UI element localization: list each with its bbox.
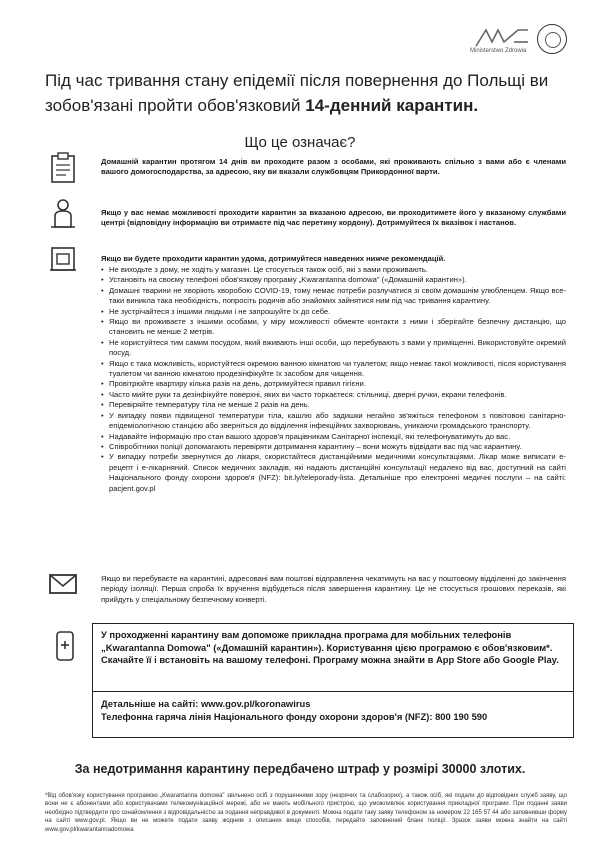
paragraph-mail-delivery: Якщо ви перебуваєте на карантині, адресовані вам поштові відправлення чекатимуть на вас у поштовому відділенні до закінчення періоду ізоляції. Перша спроба їх вручення відбудеться після завершення карантину. Це не стосується грошових переказів, які прийдуть у спеціальному безпечному конверті. — [101, 574, 566, 604]
paragraph-home-quarantine: Домашній карантин протягом 14 днів ви проходите разом з особами, які проживають спільно з вами або є членами вашого домогосподарства, за адресою, яку ви вказали службовцям Прикордонної варти. — [101, 157, 566, 177]
list-item: • Не зустрічайтеся з іншими людьми і не запрошуйте їх до себе. — [101, 307, 566, 317]
list-item: • Установіть на своєму телефоні обов'язкову програму „Kwarantanna domowa" («Домашній карантин»). — [101, 275, 566, 285]
person-icon — [48, 198, 78, 230]
list-item: • Надавайте інформацію про стан вашого здоров'я працівникам Санітарної інспекції, які телефонуватимуть до вас. — [101, 432, 566, 442]
page-title: Під час тривання стану епідемії після повернення до Польщі ви зобов'язані пройти обов'язковий 14-денний карантин. — [45, 71, 549, 115]
paragraph-alternative-location: Якщо у вас немає можливості проходити карантин за вказаною адресою, ви проходитимете його у вказаному службами центрі (відповідну інформацію ви отримаєте під час перетину кордону). Дотримуйтеся їх вказівок і настанов. — [101, 208, 566, 228]
page-subtitle: Що це означає? — [244, 134, 356, 151]
website-info: Детальніше на сайті: www.gov.pl/koronawirus — [101, 698, 311, 709]
list-item: • У випадку появи підвищеної температури тіла, кашлю або задишки негайно зв'яжіться телефоном з повітовою санітарно-епідеміологічною станцією або зверніться до відділення інфекційних захворювань, уникаючи громадського транспорту. — [101, 411, 566, 432]
contact-info-box — [92, 691, 574, 738]
paragraph-recommendations-intro: Якщо ви будете проходити карантин удома, дотримуйтеся наведених нижче рекомендацій. — [101, 254, 446, 263]
footnote: *Від обов'язку користування програмою „Kwarantanna domowa" звільнено осіб з порушеннями зору (незрячих та слабозорих), а також осіб, які подали до відповідних служб заяву, що вони не є абонентами або користувачами телекомунікаційної мережі, або не мають мобільного пристрою, що уможливлює користування прикладної програми. При поданні заяви необхідно підтвердити про ознайомлення з відповідальністю за подання неправдивої в документі. Можна подати таку заяву телефоном за номером 22 165 57 44 або заповнивши форму на сайті www.gov.pl. Якщо ви не можете подати заяву жодним з описаних вище способів, передайте заповнений бланк поліції. Зразок заяви можна знайти на сайті www.gov.pl/kwarantannadomowa — [45, 793, 567, 833]
phone-icon — [50, 630, 80, 662]
list-item: • Не користуйтеся тим самим посудом, який вживають інші особи, що перебувають з вами у приміщенні. Використовуйте окремий посуд. — [101, 338, 566, 359]
app-info-box — [92, 623, 574, 692]
list-item: • Якщо є така можливість, користуйтеся окремою ванною кімнатою чи туалетом; якщо немає такої можливості, після користування туалетом чи ванною кімнатою продезінфікуйте їх засобом для чищення. — [101, 359, 566, 380]
clipboard-icon — [48, 152, 78, 184]
house-icon — [48, 242, 78, 274]
list-item: • Перевіряйте температуру тіла не менше 2 разів на день. — [101, 400, 566, 410]
fine-notice: За недотримання карантину передбачено штраф у розмірі 30000 злотих. — [74, 762, 526, 776]
list-item: • Не виходьте з дому, не ходіть у магазин. Це стосується також осіб, які з вами проживають. — [101, 265, 566, 275]
list-item: • Часто мийте руки та дезінфікуйте поверхні, яких ви часто торкаєтеся: стільниці, дверні ручки, екрани телефонів. — [101, 390, 566, 400]
hotline-info: Телефонна гаряча лінія Національного фонду охорони здоров'я (NFZ): 800 190 590 — [101, 710, 488, 722]
emblem-seal-icon — [537, 24, 567, 54]
envelope-icon — [48, 568, 78, 600]
list-item: • Провітрюйте квартиру кілька разів на день, дотримуйтеся правил гігієни. — [101, 379, 566, 389]
ministry-logo-text: Ministerstwo Zdrowia — [470, 48, 527, 54]
list-item: • Домашні тварини не хворіють хворобою COVID-19, тому немає потреби розлучатися зі своїм домашнім улюбленцем. Якщо все-таки виникла така необхідність, попросіть родичів або знайомих зайнятися ним під час тривання карантину. — [101, 286, 566, 307]
app-info-text: У проходженні карантину вам допоможе прикладна програма для мобільних телефонів „Kwarantanna Domowa" («Домашній карантин»). Користування цією програмою є обов'язковим*. Скачайте її і встановіть на вашому телефоні. Програму можна знайти в App Store або Google Play. — [101, 629, 559, 666]
ministry-logo — [472, 20, 532, 62]
list-item: • Якщо ви проживаєте з іншими особами, у міру можливості обмежте контакти з ними і зберігайте безпечну дистанцію, що становить не менше 2 метрів. — [101, 317, 566, 338]
rules-list — [101, 265, 566, 494]
list-item: • Співробітники поліції допомагають перевіряти дотримання карантину – вони можуть відвідати вас під час карантину. — [101, 442, 566, 452]
list-item: • У випадку потреби звернутися до лікаря, скористайтеся дистанційними медичними консультаціями. Лікар може виписати е-рецепт і е-лікарняний. Список медичних закладів, які надають дистанційні консультації недалеко від вас, доступний на сайті Національного фонду охорони здоров'я (NFZ): bit.ly/teleporady-lista. Детальніше про електронні медичні послуги – на сайті: pacjent.gov.pl — [101, 452, 566, 494]
